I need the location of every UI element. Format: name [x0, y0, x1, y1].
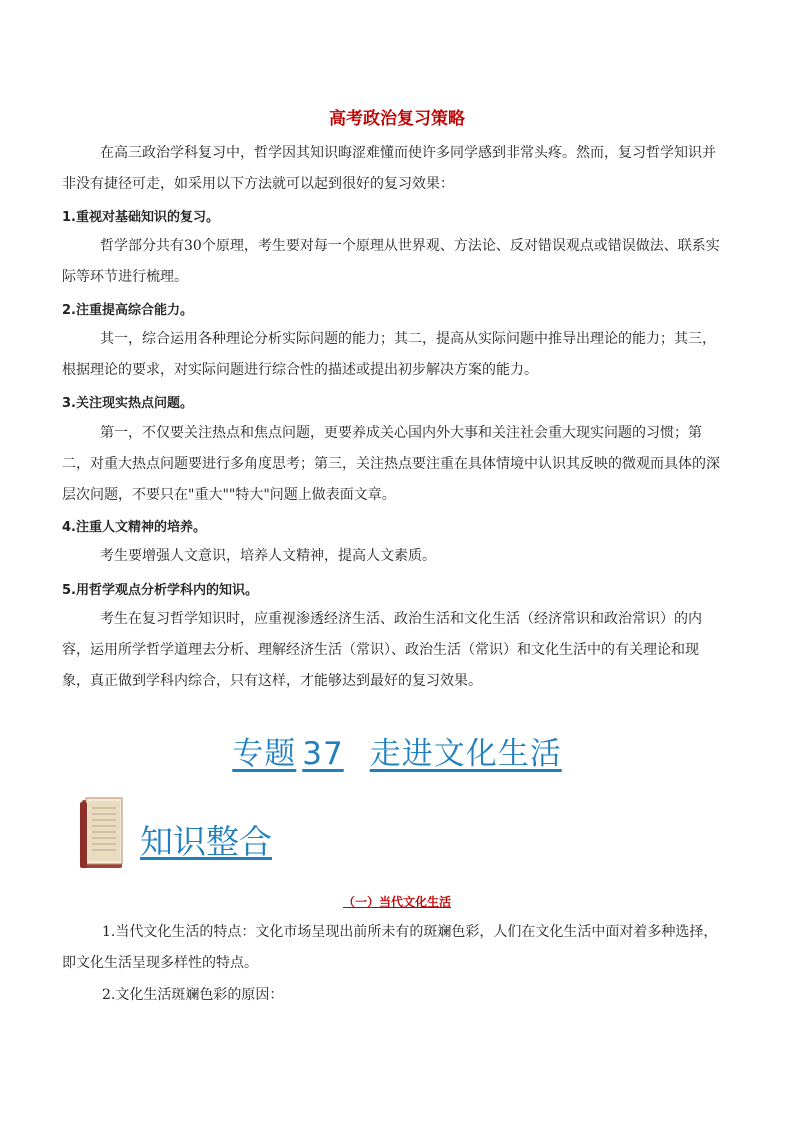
- section-text-2: 其一，综合运用各种理论分析实际问题的能力；其二，提高从实际问题中推导出理论的能力；其三，根据理论的要求，对实际问题进行综合性的描述或提出初步解决方案的能力。: [62, 331, 716, 378]
- page-title: 高考政治复习策略: [329, 109, 465, 129]
- topic-number: 37: [302, 736, 344, 772]
- section-text-4: 考生要增强人文意识，培养人文精神，提高人文素质。: [100, 548, 436, 564]
- content-item-2: 2.文化生活斑斓色彩的原因：: [102, 987, 284, 1003]
- topic-title: [0, 728, 794, 773]
- knowledge-banner-label: 知识整合: [140, 822, 272, 861]
- section-text-5: 考生在复习哲学知识时，应重视渗透经济生活、政治生活和文化生活（经济常识和政治常识）的内容，运用所学哲学道理去分析、理解经济生活（常识）、政治生活（常识）和文化生活中的有关理论和现象，真正做到学科内综合，只有这样，才能够达到最好的复习效果。: [62, 611, 702, 689]
- section-heading-1: 1.重视对基础知识的复习。: [62, 210, 219, 225]
- section-heading-3: 3.关注现实热点问题。: [62, 396, 193, 411]
- section-heading-2: 2.注重提高综合能力。: [62, 303, 193, 318]
- section-text-1: 哲学部分共有30个原理，考生要对每一个原理从世界观、方法论、反对错误观点或错误做法、联系实际等环节进行梳理。: [62, 238, 720, 285]
- section-text-3: 第一，不仅要关注热点和焦点问题，更要养成关心国内外大事和关注社会重大现实问题的习惯；第二，对重大热点问题要进行多角度思考；第三，关注热点要注重在具体情境中认识其反映的微观而具体的深层次问题，不要只在"重大""特大"问题上做表面文章。: [62, 425, 720, 503]
- topic-name: 走进文化生活: [369, 736, 562, 772]
- content-subheading: （一）当代文化生活: [342, 895, 451, 909]
- section-heading-4: 4.注重人文精神的培养。: [62, 520, 206, 535]
- intro-paragraph: 在高三政治学科复习中，哲学因其知识晦涩难懂而使许多同学感到非常头疼。然而，复习哲学知识并非没有捷径可走，如采用以下方法就可以起到很好的复习效果：: [62, 145, 716, 192]
- content-item-1: 1.当代文化生活的特点：文化市场呈现出前所未有的斑斓色彩，人们在文化生活中面对着多种选择，即文化生活呈现多样性的特点。: [62, 924, 718, 971]
- section-heading-5: 5.用哲学观点分析学科内的知识。: [62, 583, 258, 598]
- topic-prefix: 专题: [232, 736, 297, 772]
- book-icon: [80, 796, 126, 870]
